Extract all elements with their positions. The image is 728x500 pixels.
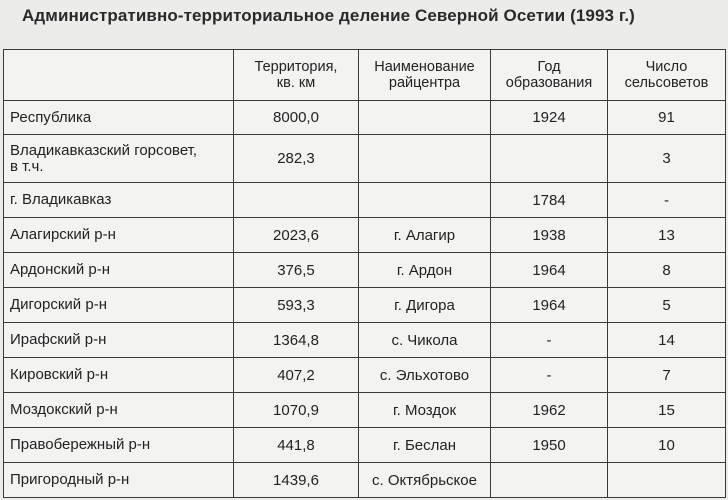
header-center: Наименование райцентра [359, 50, 491, 101]
cell-territory [234, 183, 359, 218]
cell-year: 1924 [491, 101, 608, 135]
header-territory: Территория, кв. км [234, 50, 359, 101]
cell-year [491, 135, 608, 183]
cell-name: Моздокский р-н [4, 393, 234, 428]
table-row [4, 428, 726, 463]
table-row [4, 288, 726, 323]
table-row [4, 358, 726, 393]
cell-territory: 1439,6 [234, 463, 359, 498]
cell-territory: 376,5 [234, 253, 359, 288]
table-row [4, 101, 726, 135]
cell-territory: 2023,6 [234, 218, 359, 253]
division-table [3, 49, 726, 498]
table-row [4, 253, 726, 288]
cell-center: с. Эльхотово [359, 358, 491, 393]
cell-year: 1938 [491, 218, 608, 253]
header-count: Число сельсоветов [608, 50, 726, 101]
cell-center: с. Чикола [359, 323, 491, 358]
cell-name: Правобережный р-н [4, 428, 234, 463]
cell-name: Кировский р-н [4, 358, 234, 393]
cell-territory: 8000,0 [234, 101, 359, 135]
cell-count: 91 [608, 101, 726, 135]
cell-count: 13 [608, 218, 726, 253]
cell-name: Алагирский р-н [4, 218, 234, 253]
cell-year: 1964 [491, 253, 608, 288]
cell-territory: 1364,8 [234, 323, 359, 358]
table-row [4, 135, 726, 183]
cell-territory: 282,3 [234, 135, 359, 183]
cell-year [491, 463, 608, 498]
table-row [4, 323, 726, 358]
cell-name: Ирафский р-н [4, 323, 234, 358]
cell-center: с. Октябрьское [359, 463, 491, 498]
cell-year: - [491, 358, 608, 393]
header-name [4, 50, 234, 101]
cell-count [608, 463, 726, 498]
cell-count: 14 [608, 323, 726, 358]
cell-year: - [491, 323, 608, 358]
cell-center: г. Беслан [359, 428, 491, 463]
header-year: Год образования [491, 50, 608, 101]
table-row [4, 218, 726, 253]
cell-year: 1962 [491, 393, 608, 428]
cell-center: г. Дигора [359, 288, 491, 323]
cell-territory: 441,8 [234, 428, 359, 463]
cell-year: 1964 [491, 288, 608, 323]
cell-name: Пригородный р-н [4, 463, 234, 498]
table-header-row [4, 50, 726, 101]
table-row [4, 393, 726, 428]
cell-center: г. Ардон [359, 253, 491, 288]
cell-count: - [608, 183, 726, 218]
cell-name: Ардонский р-н [4, 253, 234, 288]
cell-count: 7 [608, 358, 726, 393]
cell-territory: 593,3 [234, 288, 359, 323]
table-row [4, 183, 726, 218]
cell-count: 5 [608, 288, 726, 323]
cell-territory: 1070,9 [234, 393, 359, 428]
table-row [4, 463, 726, 498]
cell-count: 15 [608, 393, 726, 428]
cell-count: 8 [608, 253, 726, 288]
cell-center [359, 183, 491, 218]
cell-center: г. Моздок [359, 393, 491, 428]
cell-count: 3 [608, 135, 726, 183]
cell-name: Владикавказский горсовет, в т.ч. [4, 135, 234, 183]
cell-name: г. Владикавказ [4, 183, 234, 218]
cell-territory: 407,2 [234, 358, 359, 393]
cell-name: Республика [4, 101, 234, 135]
cell-count: 10 [608, 428, 726, 463]
cell-year: 1950 [491, 428, 608, 463]
page-title: Административно-территориальное деление Северной Осетии (1993 г.) [22, 6, 635, 25]
cell-center [359, 135, 491, 183]
cell-center [359, 101, 491, 135]
cell-year: 1784 [491, 183, 608, 218]
cell-name: Дигорский р-н [4, 288, 234, 323]
cell-center: г. Алагир [359, 218, 491, 253]
